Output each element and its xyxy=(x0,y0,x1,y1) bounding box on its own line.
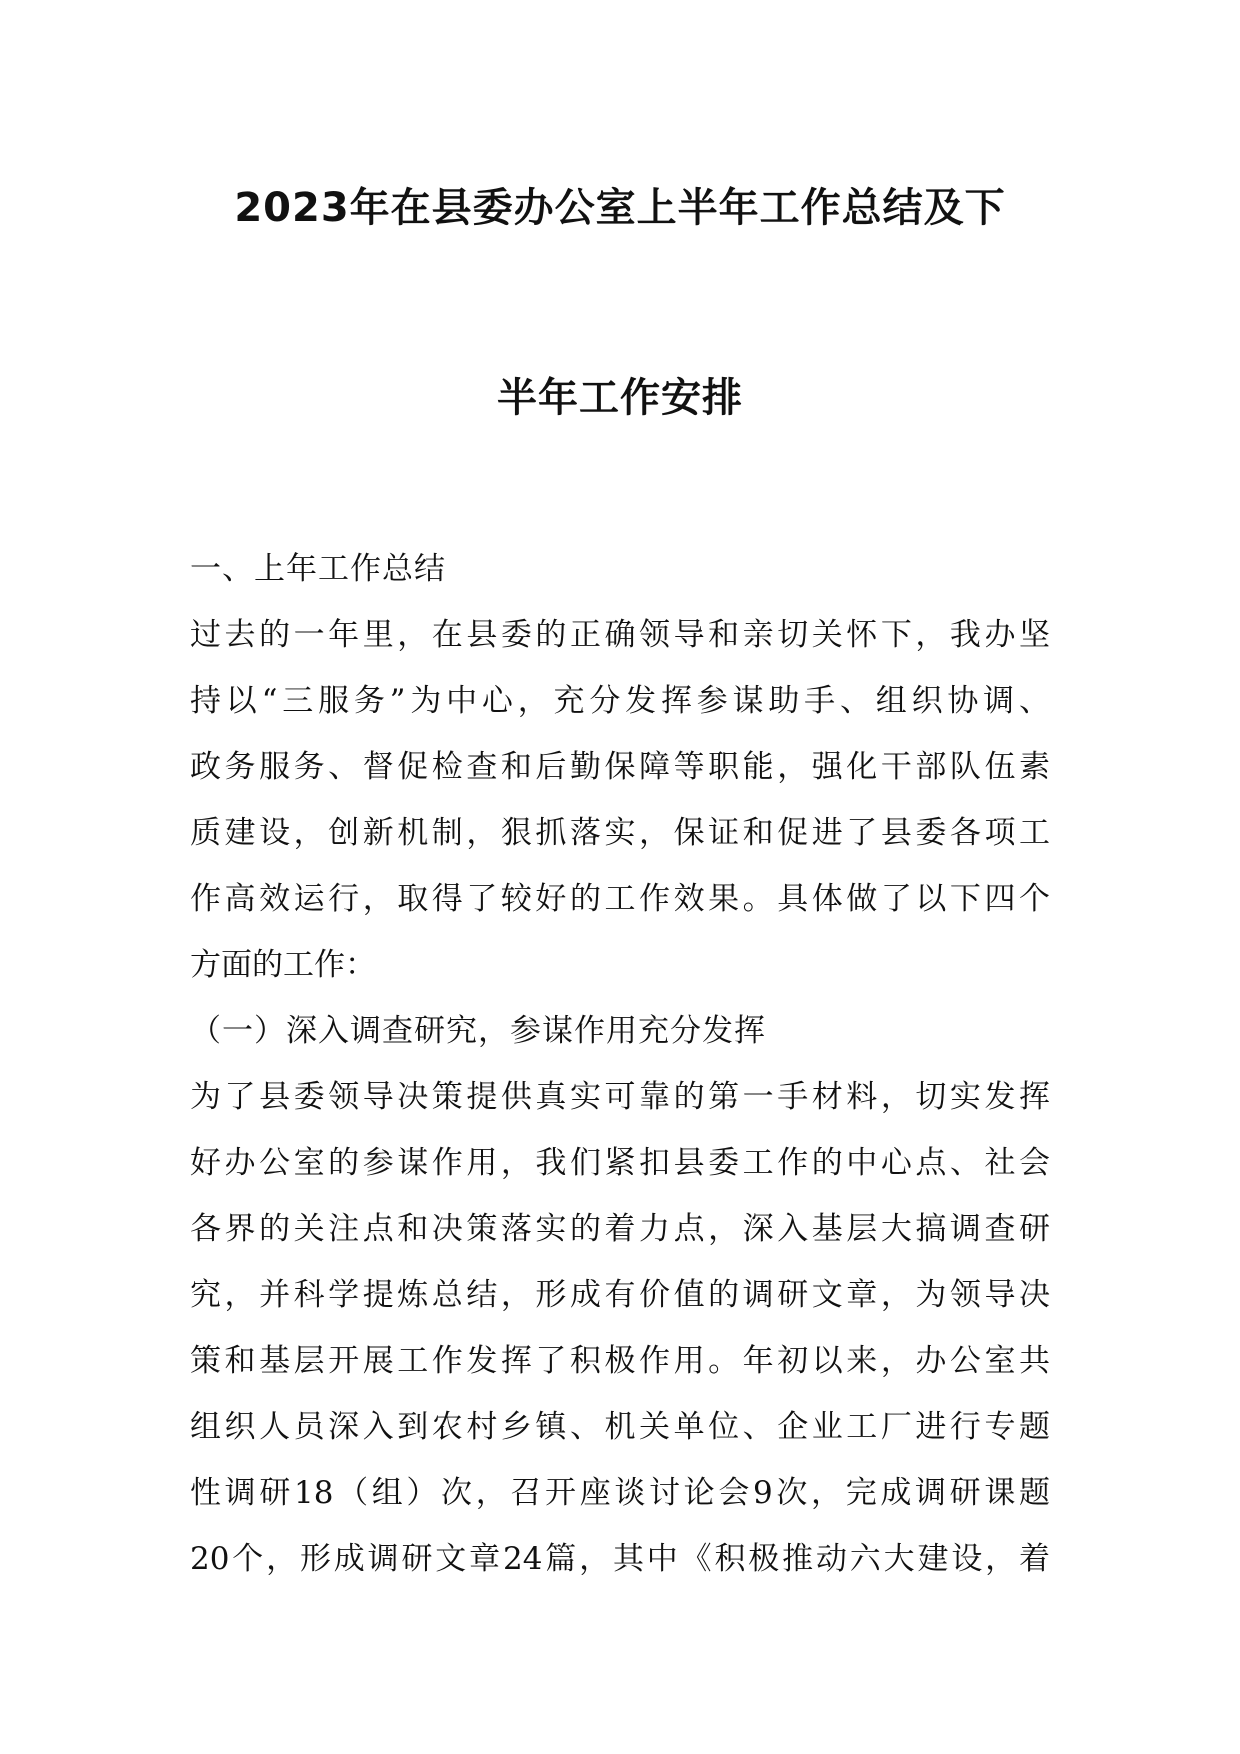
paragraph-line: 为了县委领导决策提供真实可靠的第一手材料，切实发挥 xyxy=(190,1079,1050,1115)
paragraph-line: 各界的关注点和决策落实的着力点，深入基层大搞调查研 xyxy=(190,1211,1050,1247)
paragraph-line: 组织人员深入到农村乡镇、机关单位、企业工厂进行专题 xyxy=(190,1409,1050,1445)
paragraph-line: 持以“三服务”为中心，充分发挥参谋助手、组织协调、 xyxy=(190,683,1050,719)
section-heading: （一）深入调查研究，参谋作用充分发挥 xyxy=(190,1013,766,1049)
paragraph-line: 策和基层开展工作发挥了积极作用。年初以来，办公室共 xyxy=(190,1343,1050,1379)
document-body xyxy=(190,536,1050,1592)
paragraph-line: 20个，形成调研文章24篇，其中《积极推动六大建设，着 xyxy=(190,1541,1050,1577)
paragraph-line: 质建设，创新机制，狠抓落实，保证和促进了县委各项工 xyxy=(190,815,1050,851)
document-title-line-2: 半年工作安排 xyxy=(497,375,743,421)
paragraph-line: 方面的工作： xyxy=(190,947,376,983)
paragraph-line: 性调研18（组）次，召开座谈讨论会9次，完成调研课题 xyxy=(190,1475,1050,1511)
paragraph-line: 好办公室的参谋作用，我们紧扣县委工作的中心点、社会 xyxy=(190,1145,1050,1181)
paragraph-line: 政务服务、督促检查和后勤保障等职能，强化干部队伍素 xyxy=(190,749,1050,785)
paragraph-line: 究，并科学提炼总结，形成有价值的调研文章，为领导决 xyxy=(190,1277,1050,1313)
paragraph-line: 过去的一年里，在县委的正确领导和亲切关怀下，我办坚 xyxy=(190,617,1050,653)
paragraph-line: 作高效运行，取得了较好的工作效果。具体做了以下四个 xyxy=(190,881,1050,917)
document-title-line-1: 2023年在县委办公室上半年工作总结及下 xyxy=(234,185,1006,231)
section-heading: 一、上年工作总结 xyxy=(190,551,446,587)
